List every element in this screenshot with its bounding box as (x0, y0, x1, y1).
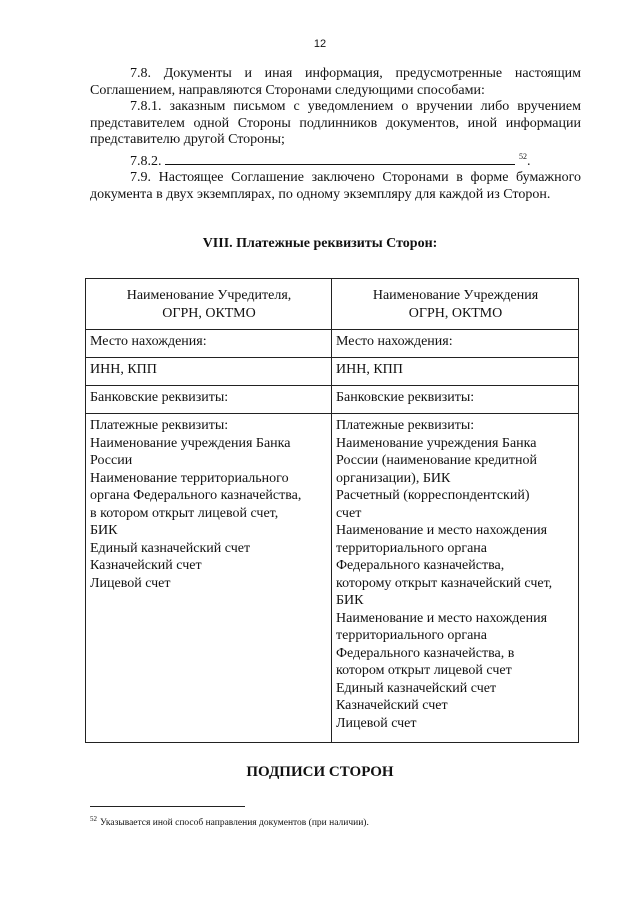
header-founder (86, 279, 332, 330)
footnote-divider (90, 806, 245, 807)
payment-details-founder (86, 414, 332, 743)
payment-line: Единый казначейский счет (90, 540, 251, 556)
payment-line: Федерального казначейства, (336, 558, 505, 573)
table-cell: ИНН, КПП (332, 358, 579, 386)
payment-line: территориального органа (336, 540, 488, 556)
payment-line: счет (336, 505, 362, 521)
payment-line: России (наименование кредитной (336, 453, 538, 468)
payment-line: БИК (336, 593, 364, 608)
table-row (86, 358, 579, 386)
paragraph-7-8-2 (90, 149, 581, 171)
footnote-number: 52 (90, 815, 97, 823)
table-cell: Банковские реквизиты: (86, 386, 332, 414)
payment-line: в котором открыт лицевой счет, (90, 505, 279, 521)
paragraph-7-9: 7.9. Настоящее Соглашение заключено Сторонами в форме бумажного документа в двух экземплярах, по одному экземпляру для каждой из Сторон. (90, 170, 581, 202)
section-title: VIII. Платежные реквизиты Сторон: (202, 236, 438, 251)
footnote (90, 815, 580, 828)
clause-7-8 (90, 66, 581, 203)
payment-details-institution (332, 414, 579, 743)
payment-line: БИК (90, 523, 118, 538)
payment-line: Единый казначейский счет (336, 680, 497, 696)
table-cell: Место нахождения: (86, 330, 332, 358)
table-cell: Банковские реквизиты: (332, 386, 579, 414)
header-founder-line: ОГРН, ОКТМО (162, 305, 256, 321)
table-row (86, 386, 579, 414)
payment-line: котором открыт лицевой счет (336, 663, 512, 678)
payment-line: Расчетный (корреспондентский) (336, 488, 530, 503)
payment-line: которому открыт казначейский счет, (336, 575, 553, 591)
paragraph-7-8-1: 7.8.1. заказным письмом с уведомлением о вручении либо вручением представителем одной Стороны подлинников документов, иной информации представителю другой Стороны; (90, 99, 581, 147)
payment-line: организации), БИК (336, 470, 451, 486)
signatures-title: ПОДПИСИ СТОРОН (246, 764, 394, 780)
payment-line: России (90, 453, 133, 468)
table-header-row (86, 279, 579, 330)
table-row (86, 330, 579, 358)
payment-line: Лицевой счет (90, 575, 171, 591)
payment-line: Платежные реквизиты: (336, 418, 475, 433)
paragraph-7-8-2-label: 7.8.2. (130, 153, 162, 169)
paragraph-7-8: 7.8. Документы и иная информация, предусмотренные настоящим Соглашением, направляются Сторонами следующими способами: (90, 66, 581, 98)
payment-line: Наименование территориального (90, 470, 289, 486)
footnote-text: Указывается иной способ направления документов (при наличии). (100, 818, 369, 828)
payment-line: органа Федерального казначейства, (90, 488, 302, 503)
payment-line: Казначейский счет (336, 698, 448, 713)
requisites-table (85, 278, 579, 743)
header-institution-line: ОГРН, ОКТМО (408, 305, 503, 321)
payment-line: Наименование и место нахождения (336, 610, 548, 626)
payment-line: Казначейский счет (90, 558, 202, 573)
table-row-payment (86, 414, 579, 743)
paragraph-7-8-2-end: . (527, 153, 531, 169)
payment-line: территориального органа (336, 628, 488, 643)
table-cell: Место нахождения: (332, 330, 579, 358)
page-number: 12 (313, 38, 327, 50)
table-cell: ИНН, КПП (86, 358, 332, 386)
payment-line: Наименование учреждения Банка (336, 435, 537, 451)
blank-fill-line (165, 152, 515, 165)
payment-line: Федерального казначейства, в (336, 645, 515, 661)
header-institution-line: Наименование Учреждения (372, 288, 539, 303)
header-founder-line: Наименование Учредителя, (126, 288, 292, 303)
payment-line: Платежные реквизиты: (90, 418, 229, 433)
payment-line: Наименование учреждения Банка (90, 435, 291, 451)
payment-line: Наименование и место нахождения (336, 523, 548, 538)
footnote-reference: 52 (519, 151, 527, 161)
header-institution (332, 279, 579, 330)
payment-line: Лицевой счет (336, 715, 417, 731)
